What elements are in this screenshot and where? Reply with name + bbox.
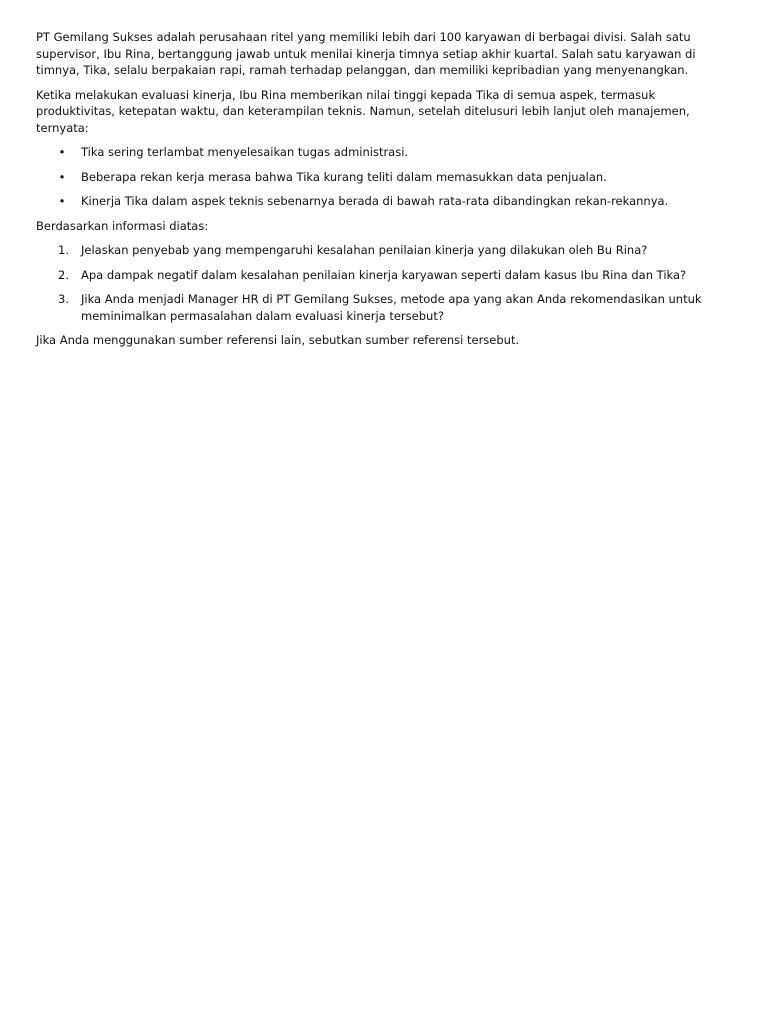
finding-text: Tika sering terlambat menyelesaikan tugas administrasi.: [81, 145, 409, 159]
finding-text: Beberapa rekan kerja merasa bahwa Tika kurang teliti dalam memasukkan data penjualan.: [81, 169, 607, 184]
bullet-icon: •: [58, 194, 66, 208]
question-text: Jika Anda menjadi Manager HR di PT Gemilang Sukses, metode apa yang akan Anda rekomendasikan untuk meminimalkan permasalahan dalam evaluasi kinerja tersebut?: [81, 292, 702, 323]
question-text: Jelaskan penyebab yang mempengaruhi kesalahan penilaian kinerja yang dilakukan oleh Bu Rina?: [81, 243, 648, 257]
closing-paragraph: Jika Anda menggunakan sumber referensi lain, sebutkan sumber referensi tersebut.: [36, 333, 520, 347]
question-number: 2.: [58, 267, 69, 282]
bullet-icon: •: [58, 169, 66, 184]
document-page: [36, 29, 730, 357]
list-item: [36, 144, 730, 161]
finding-text: Kinerja Tika dalam aspek teknis sebenarnya berada di bawah rata-rata dibandingkan rekan-rekannya.: [81, 194, 669, 208]
intro-paragraph: PT Gemilang Sukses adalah perusahaan ritel yang memiliki lebih dari 100 karyawan di berbagai divisi. Salah satu supervisor, Ibu Rina, bertanggung jawab untuk menilai kinerja timnya setiap akhir kuartal. Salah satu karyawan di timnya, Tika, selalu berpakaian rapi, ramah terhadap pelanggan, dan memiliki kepribadian yang menyenangkan.: [36, 30, 696, 77]
list-item: [36, 291, 730, 324]
bullet-icon: •: [58, 145, 66, 159]
context-paragraph: Ketika melakukan evaluasi kinerja, Ibu Rina memberikan nilai tinggi kepada Tika di semua aspek, termasuk produktivitas, ketepatan waktu, dan keterampilan teknis. Namun, setelah ditelusuri lebih lanjut oleh manajemen, ternyata:: [36, 87, 690, 135]
question-number: 1.: [58, 243, 69, 257]
question-text: Apa dampak negatif dalam kesalahan penilaian kinerja karyawan seperti dalam kasus Ibu Rina dan Tika?: [81, 267, 687, 282]
list-item: [36, 267, 730, 284]
question-number: 3.: [58, 292, 69, 306]
questions-list: [36, 242, 730, 324]
list-item: [36, 193, 730, 210]
list-item: [36, 242, 730, 259]
findings-list: [36, 144, 730, 210]
list-item: [36, 169, 730, 186]
prompt-paragraph: Berdasarkan informasi diatas:: [36, 218, 209, 233]
